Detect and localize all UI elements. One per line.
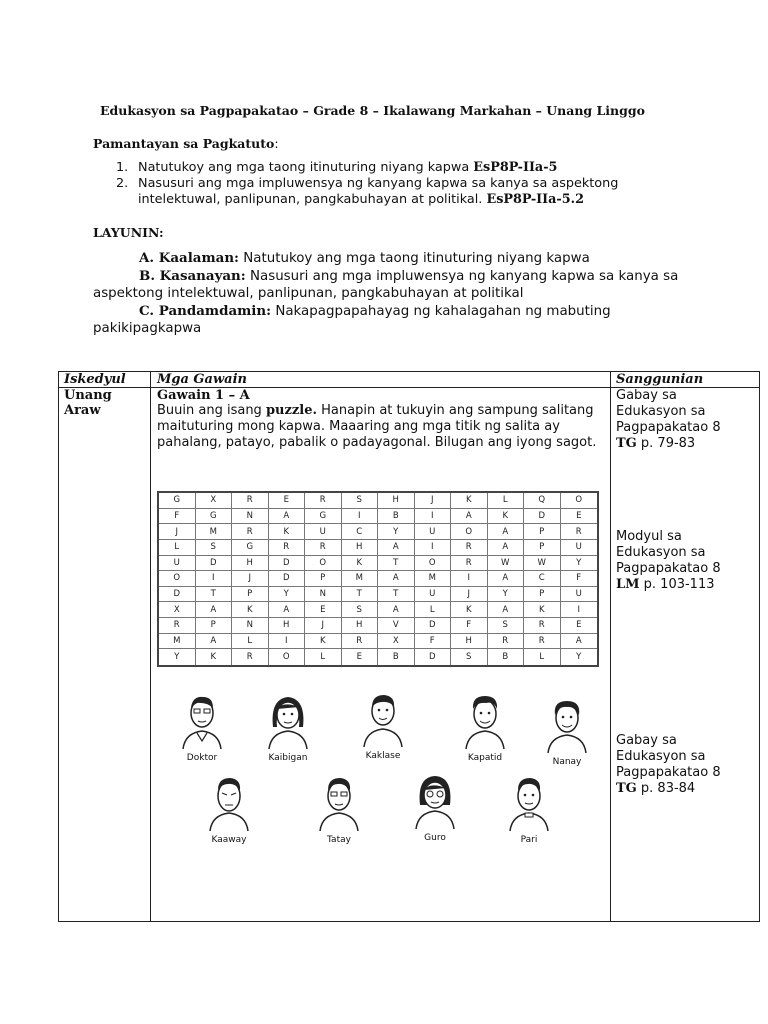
puzzle-cell[interactable]: S — [196, 540, 233, 556]
puzzle-cell[interactable]: P — [524, 587, 561, 603]
man-portrait-icon — [506, 775, 552, 831]
puzzle-cell[interactable]: I — [196, 571, 233, 587]
puzzle-cell[interactable]: A — [561, 634, 598, 650]
puzzle-cell[interactable]: D — [269, 556, 306, 572]
word-search-puzzle — [157, 491, 599, 667]
puzzle-cell[interactable]: R — [232, 493, 269, 509]
puzzle-cell[interactable]: X — [378, 634, 415, 650]
portrait-caption: Doktor — [186, 753, 218, 763]
portrait-kaibigan — [253, 693, 323, 763]
puzzle-cell[interactable]: A — [269, 602, 306, 618]
puzzle-cell[interactable]: R — [524, 618, 561, 634]
boy-portrait-icon — [360, 691, 406, 747]
puzzle-cell[interactable]: A — [378, 602, 415, 618]
puzzle-cell[interactable]: X — [196, 493, 233, 509]
reference-text: Modyul sa Edukasyon sa Pagpapakatao 8 — [616, 529, 721, 576]
standard-item — [116, 160, 676, 176]
puzzle-cell[interactable]: G — [305, 509, 342, 525]
page-title: Edukasyon sa Pagpapakatao – Grade 8 – Ikalawang Markahan – Unang Linggo — [100, 103, 645, 118]
portrait-nanay — [532, 697, 602, 767]
puzzle-cell[interactable]: S — [342, 602, 379, 618]
puzzle-cell[interactable]: Y — [561, 556, 598, 572]
puzzle-cell[interactable]: I — [561, 602, 598, 618]
standards-list — [116, 160, 676, 208]
puzzle-cell[interactable]: S — [488, 618, 525, 634]
reference-bold: LM — [616, 577, 640, 592]
puzzle-cell[interactable]: K — [451, 602, 488, 618]
puzzle-cell[interactable]: J — [415, 493, 452, 509]
reference-item — [616, 388, 726, 452]
puzzle-cell[interactable]: H — [269, 618, 306, 634]
puzzle-cell[interactable]: U — [415, 524, 452, 540]
portrait-kaklase — [348, 691, 418, 761]
table-col-divider — [610, 371, 611, 922]
puzzle-cell[interactable]: G — [196, 509, 233, 525]
puzzle-cell[interactable]: A — [196, 634, 233, 650]
puzzle-cell[interactable]: Y — [576, 652, 582, 663]
puzzle-cell[interactable]: R — [232, 524, 269, 540]
puzzle-cell[interactable]: O — [561, 493, 598, 509]
puzzle-cell[interactable]: D — [159, 587, 196, 603]
puzzle-cell[interactable]: M — [342, 571, 379, 587]
puzzle-cell[interactable]: K — [451, 493, 488, 509]
reference-bold: TG — [616, 436, 637, 451]
puzzle-cell[interactable]: R — [269, 540, 306, 556]
objective-text: Nasusuri ang mga impluwensya ng kanyang kapwa sa kanya sa aspektong intelektuwal, panlipunan, pangkabuhayan at politikal — [93, 268, 679, 301]
instruction-text: Hanapin at tukuyin ang sampung salitang maituturing mong kapwa. Maaaring ang mga titik ng salita ay pahalang, patayo, pabalik o padayagonal. Bilugan ang iyong sagot. — [157, 403, 597, 450]
puzzle-cell[interactable]: K — [488, 509, 525, 525]
puzzle-cell[interactable]: R — [451, 556, 488, 572]
puzzle-cell[interactable]: P — [524, 524, 561, 540]
puzzle-cell[interactable]: P — [305, 571, 342, 587]
puzzle-cell[interactable]: Q — [524, 493, 561, 509]
puzzle-cell[interactable]: R — [451, 540, 488, 556]
puzzle-cell[interactable]: K — [305, 634, 342, 650]
puzzle-cell[interactable]: W — [524, 556, 561, 572]
puzzle-cell[interactable]: K — [196, 649, 233, 665]
puzzle-cell[interactable]: P — [232, 587, 269, 603]
puzzle-cell[interactable]: H — [342, 618, 379, 634]
standard-text: Natutukoy ang mga taong itinuturing niyang kapwa — [138, 160, 474, 175]
puzzle-cell[interactable]: U — [305, 524, 342, 540]
puzzle-cell[interactable]: U — [561, 540, 598, 556]
activity-title: Gawain 1 – A — [157, 388, 250, 403]
puzzle-cell[interactable]: L — [305, 649, 342, 665]
puzzle-cell[interactable]: O — [415, 556, 452, 572]
puzzle-cell[interactable]: J — [232, 571, 269, 587]
woman-portrait-icon — [412, 773, 458, 829]
puzzle-cell[interactable]: M — [196, 524, 233, 540]
puzzle-cell[interactable]: T — [378, 556, 415, 572]
puzzle-cell[interactable]: I — [415, 540, 452, 556]
puzzle-cell[interactable]: A — [451, 509, 488, 525]
puzzle-cell[interactable]: B — [378, 649, 415, 665]
puzzle-cell[interactable]: Y — [378, 524, 415, 540]
portrait-tatay — [304, 775, 374, 845]
puzzle-cell[interactable]: H — [342, 540, 379, 556]
puzzle-cell[interactable]: O — [269, 649, 306, 665]
puzzle-cell[interactable]: W — [488, 556, 525, 572]
reference-text: Gabay sa Edukasyon sa Pagpapakatao 8 — [616, 733, 721, 780]
puzzle-cell[interactable]: L — [524, 649, 561, 665]
portrait-kapatid — [450, 693, 520, 763]
puzzle-cell[interactable]: C — [524, 571, 561, 587]
portrait-doktor — [167, 693, 237, 763]
puzzle-cell[interactable]: F — [451, 618, 488, 634]
puzzle-cell[interactable]: D — [196, 556, 233, 572]
puzzle-cell[interactable]: J — [305, 618, 342, 634]
puzzle-cell[interactable]: R — [159, 618, 196, 634]
puzzle-cell[interactable]: V — [378, 618, 415, 634]
puzzle-cell[interactable]: R — [305, 540, 342, 556]
puzzle-cell[interactable]: A — [488, 602, 525, 618]
puzzle-cell[interactable]: R — [305, 493, 342, 509]
standards-heading — [93, 136, 279, 151]
table-col-divider — [150, 371, 151, 922]
puzzle-cell[interactable]: M — [415, 571, 452, 587]
puzzle-cell[interactable]: I — [415, 509, 452, 525]
header-schedule: Iskedyul — [64, 372, 126, 387]
standards-heading-colon: : — [274, 136, 279, 151]
puzzle-cell[interactable]: D — [269, 571, 306, 587]
puzzle-cell[interactable]: K — [342, 556, 379, 572]
puzzle-cell[interactable]: K — [232, 602, 269, 618]
objective-label: C. Pandamdamin: — [139, 302, 272, 319]
puzzle-cell[interactable]: R — [232, 649, 269, 665]
reference-text: Gabay sa Edukasyon sa Pagpapakatao 8 — [616, 388, 721, 435]
instruction-text: Buuin ang isang — [157, 403, 266, 418]
header-references: Sanggunian — [616, 372, 704, 387]
puzzle-cell[interactable]: J — [159, 524, 196, 540]
objectives-block — [93, 250, 683, 338]
table-border-right — [759, 371, 760, 922]
woman-portrait-icon — [544, 697, 590, 753]
man-portrait-icon — [179, 693, 225, 749]
reference-item — [616, 733, 726, 797]
puzzle-cell[interactable]: B — [378, 509, 415, 525]
activity-instructions — [157, 403, 607, 451]
reference-item — [616, 529, 726, 593]
puzzle-cell[interactable]: U — [159, 556, 196, 572]
puzzle-cell[interactable]: D — [524, 509, 561, 525]
puzzle-cell[interactable]: H — [451, 634, 488, 650]
reference-text: p. 83-84 — [636, 781, 696, 796]
objective-item — [93, 250, 683, 268]
puzzle-cell[interactable]: R — [342, 634, 379, 650]
puzzle-cell[interactable]: S — [342, 493, 379, 509]
man-portrait-icon — [206, 775, 252, 831]
objectives-heading: LAYUNIN: — [93, 225, 164, 240]
puzzle-cell[interactable]: H — [378, 493, 415, 509]
puzzle-cell[interactable]: G — [232, 540, 269, 556]
portrait-caption: Kaklase — [365, 751, 401, 761]
puzzle-cell[interactable]: A — [196, 602, 233, 618]
puzzle-cell[interactable]: K — [524, 602, 561, 618]
woman-portrait-icon — [265, 693, 311, 749]
puzzle-cell[interactable]: A — [378, 540, 415, 556]
objective-text: Nakapagpapahayag ng kahalagahan ng mabuting pakikipagkapwa — [93, 303, 611, 336]
puzzle-cell[interactable]: T — [196, 587, 233, 603]
table-border-bottom — [58, 921, 760, 922]
puzzle-cell[interactable]: L — [232, 634, 269, 650]
portrait-caption: Kaaway — [211, 835, 247, 845]
portrait-caption: Kapatid — [467, 753, 503, 763]
puzzle-cell[interactable]: F — [159, 509, 196, 525]
schedule-table — [58, 371, 760, 922]
standard-number: 1. — [116, 160, 129, 175]
standard-text: Nasusuri ang mga impluwensya ng kanyang kapwa sa kanya sa aspektong intelektuwal, panlipunan, pangkabuhayan at politikal. — [138, 176, 619, 207]
objective-item — [93, 268, 683, 303]
puzzle-cell[interactable]: N — [305, 587, 342, 603]
puzzle-cell[interactable]: K — [269, 524, 306, 540]
objective-label: A. Kaalaman: — [139, 250, 239, 266]
puzzle-cell[interactable]: I — [269, 634, 306, 650]
puzzle-cell[interactable]: H — [232, 556, 269, 572]
portrait-caption: Guro — [424, 833, 446, 843]
puzzle-cell[interactable]: E — [305, 602, 342, 618]
portrait-caption: Nanay — [552, 757, 582, 767]
puzzle-cell[interactable]: O — [159, 571, 196, 587]
puzzle-cell[interactable]: Y — [159, 649, 196, 665]
puzzle-cell[interactable]: A — [488, 524, 525, 540]
boy-portrait-icon — [462, 693, 508, 749]
puzzle-cell[interactable]: U — [561, 587, 598, 603]
puzzle-cell[interactable]: G — [159, 493, 196, 509]
puzzle-cell[interactable]: A — [269, 509, 306, 525]
puzzle-cell[interactable]: T — [342, 587, 379, 603]
puzzle-cell[interactable]: I — [451, 571, 488, 587]
puzzle-cell[interactable]: N — [232, 618, 269, 634]
puzzle-cell[interactable]: X — [159, 602, 196, 618]
objective-text: Natutukoy ang mga taong itinuturing niyang kapwa — [239, 251, 590, 266]
reference-text: p. 103-113 — [639, 577, 715, 592]
instruction-bold: puzzle. — [265, 403, 317, 418]
objective-label: B. Kasanayan: — [139, 267, 246, 284]
standard-code: EsP8P-IIa-5 — [473, 160, 558, 175]
portrait-kaaway — [194, 775, 264, 845]
portrait-caption: Pari — [520, 835, 538, 845]
puzzle-cell[interactable]: A — [488, 571, 525, 587]
puzzle-cell[interactable]: J — [451, 587, 488, 603]
man-portrait-icon — [316, 775, 362, 831]
puzzle-cell[interactable]: S — [451, 649, 488, 665]
puzzle-cell[interactable]: R — [561, 524, 598, 540]
puzzle-cell[interactable]: L — [488, 493, 525, 509]
table-border-left — [58, 371, 59, 922]
schedule-day: Unang Araw — [64, 388, 112, 418]
puzzle-cell[interactable]: E — [269, 493, 306, 509]
puzzle-cell[interactable]: O — [305, 556, 342, 572]
puzzle-cell[interactable]: P — [196, 618, 233, 634]
reference-bold: TG — [616, 781, 637, 796]
puzzle-cell[interactable]: D — [415, 618, 452, 634]
standard-number: 2. — [116, 176, 129, 191]
portrait-caption: Tatay — [327, 835, 351, 845]
standards-heading-text: Pamantayan sa Pagkatuto — [93, 136, 275, 151]
puzzle-cell[interactable]: Y — [488, 587, 525, 603]
puzzle-cell[interactable]: T — [378, 587, 415, 603]
puzzle-cell[interactable]: L — [415, 602, 452, 618]
portrait-caption: Kaibigan — [268, 753, 308, 763]
puzzle-cell[interactable]: A — [378, 571, 415, 587]
puzzle-cell[interactable]: R — [524, 634, 561, 650]
puzzle-cell[interactable]: A — [488, 540, 525, 556]
puzzle-cell[interactable]: E — [561, 618, 598, 634]
puzzle-cell[interactable]: Y — [269, 587, 306, 603]
header-activities: Mga Gawain — [157, 372, 247, 387]
puzzle-cell[interactable]: F — [561, 571, 598, 587]
puzzle-cell[interactable]: L — [159, 540, 196, 556]
puzzle-cell[interactable]: M — [159, 634, 196, 650]
standard-code: EsP8P-IIa-5.2 — [486, 192, 584, 207]
puzzle-cell[interactable]: D — [415, 649, 452, 665]
puzzle-cell[interactable]: C — [342, 524, 379, 540]
puzzle-cell[interactable]: B — [488, 649, 525, 665]
puzzle-cell[interactable]: U — [415, 587, 452, 603]
standard-item — [116, 176, 676, 208]
puzzle-cell[interactable]: I — [342, 509, 379, 525]
puzzle-cell[interactable]: F — [415, 634, 452, 650]
objective-item — [93, 303, 683, 338]
puzzle-cell[interactable]: N — [232, 509, 269, 525]
puzzle-cell[interactable]: O — [451, 524, 488, 540]
portrait-guro — [400, 773, 470, 843]
puzzle-cell[interactable]: P — [524, 540, 561, 556]
puzzle-cell[interactable]: E — [342, 649, 379, 665]
puzzle-cell[interactable]: E — [561, 509, 598, 525]
puzzle-cell[interactable]: R — [488, 634, 525, 650]
reference-text: p. 79-83 — [636, 436, 696, 451]
portrait-pari — [494, 775, 564, 845]
